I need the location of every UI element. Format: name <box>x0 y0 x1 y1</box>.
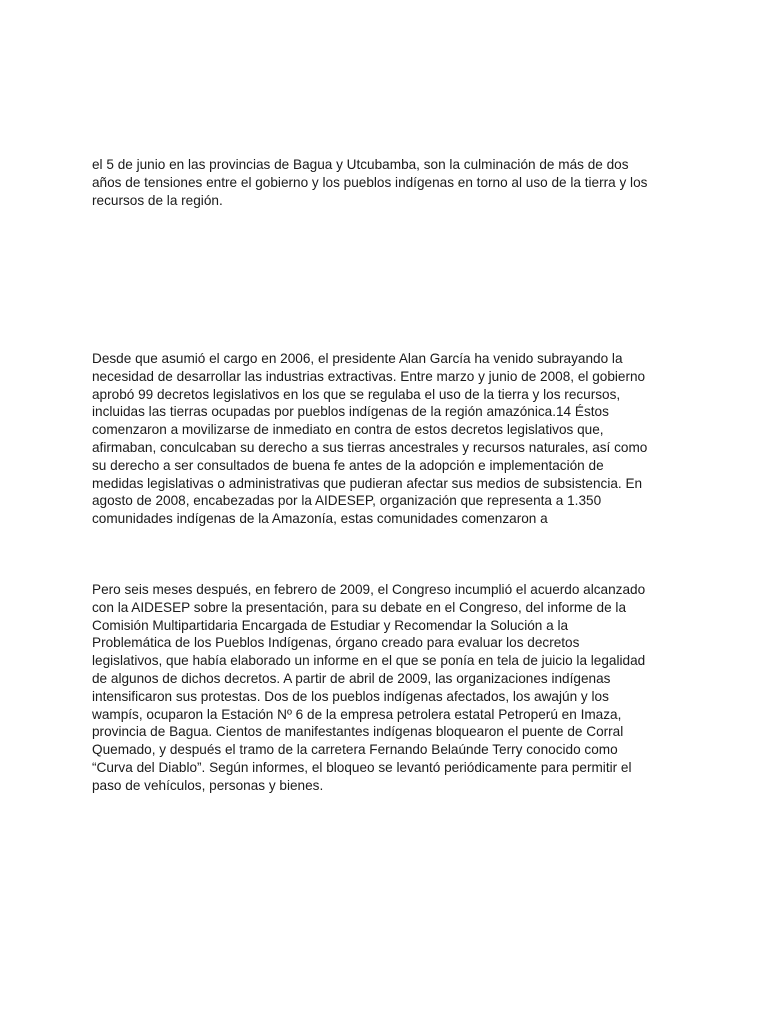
paragraph-decretos-legislativos: Desde que asumió el cargo en 2006, el presidente Alan García ha venido subrayando la necesidad de desarrollar las industrias extractivas. Entre marzo y junio de 2008, el gobierno aprobó 99 decretos legislativos en los que se regulaba el uso de la tierra y los recursos, incluidas las tierras ocupadas por pueblos indígenas de la región amazónica.14 Éstos comenzaron a movilizarse de inmediato en contra de estos decretos legislativos que, afirmaban, conculcaban su derecho a sus tierras ancestrales y recursos naturales, así como su derecho a ser consultados de buena fe antes de la adopción e implementación de medidas legislativas o administrativas que pudieran afectar sus medios de subsistencia. En agosto de 2008, encabezadas por la AIDESEP, organización que representa a 1.350 comunidades indígenas de la Amazonía, estas comunidades comenzaron a <box>92 351 648 527</box>
paragraph-protestas-2009: Pero seis meses después, en febrero de 2009, el Congreso incumplió el acuerdo alcanzado con la AIDESEP sobre la presentación, para su debate en el Congreso, del informe de la Comisión Multipartidaria Encargada de Estudiar y Recomendar la Solución a la Problemática de los Pueblos Indígenas, órgano creado para evaluar los decretos legislativos, que había elaborado un informe en el que se ponía en tela de juicio la legalidad de algunos de dichos decretos. A partir de abril de 2009, las organizaciones indígenas intensificaron sus protestas. Dos de los pueblos indígenas afectados, los awajún y los wampís, ocuparon la Estación Nº 6 de la empresa petrolera estatal Petroperú en Imaza, provincia de Bagua. Cientos de manifestantes indígenas bloquearon el puente de Corral Quemado, y después el tramo de la carretera Fernando Belaúnde Terry conocido como “Curva del Diablo”. Según informes, el bloqueo se levantó periódicamente para permitir el paso de vehículos, personas y bienes. <box>92 582 646 793</box>
paragraph-bagua-utcubamba: el 5 de junio en las provincias de Bagua y Utcubamba, son la culminación de más de dos años de tensiones entre el gobierno y los pueblos indígenas en torno al uso de la tierra y los recursos de la región. <box>92 157 648 208</box>
